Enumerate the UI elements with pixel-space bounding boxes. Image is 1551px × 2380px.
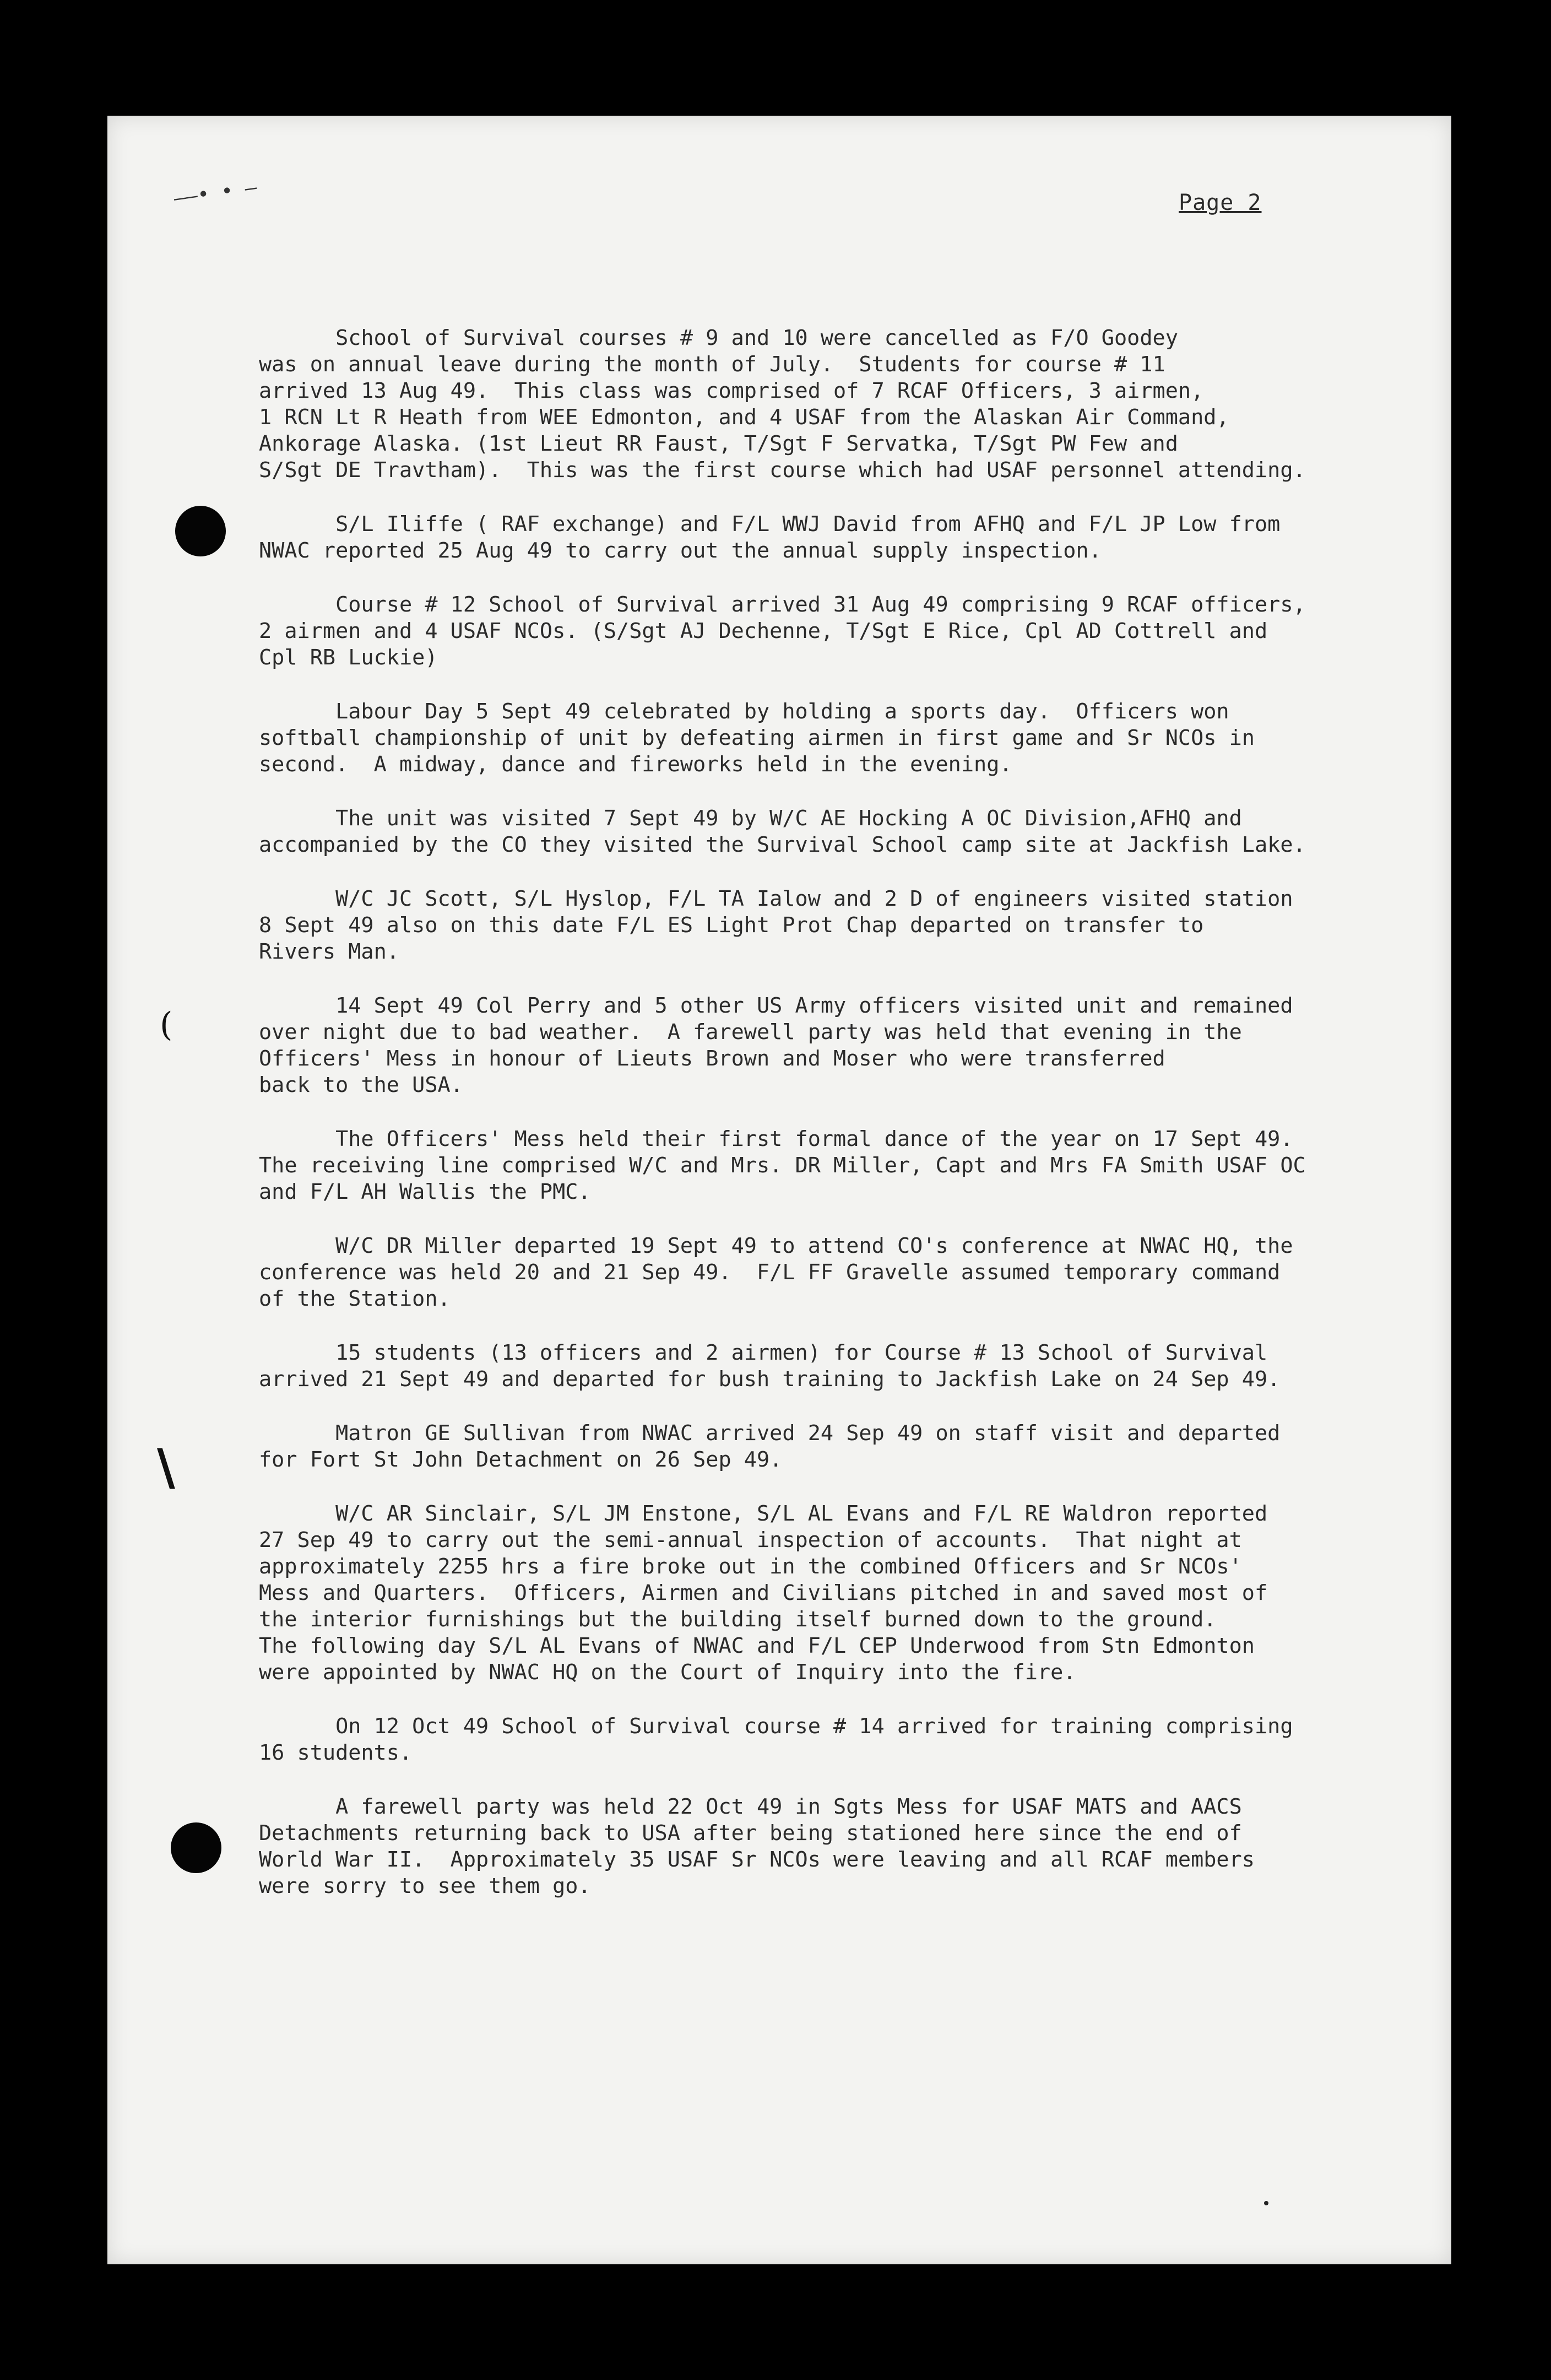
paragraph-courses-9-10-11: School of Survival courses # 9 and 10 were cancelled as F/O Goodey was on annual leave during the month of July. Students for course # 11 arrived 13 Aug 49. This class was comprised of 7 RCAF Officers, 3 airmen, 1 RCN Lt R Heath from WEE Edmonton, and 4 USAF from the Alaskan Air Command, Ankorage Alaska. (1st Lieut RR Faust, T/Sgt F Servatka, T/Sgt PW Few and S/Sgt DE Travtham). This was the first course which had USAF personnel attending. bbox=[259, 326, 1306, 483]
paragraph-fire: W/C AR Sinclair, S/L JM Enstone, S/L AL Evans and F/L RE Waldron reported 27 Sep 49 to carry out the semi-annual inspection of accounts. That night at approximately 2255 hrs a fire broke out in the combined Officers and Sr NCOs' Mess and Quarters. Officers, Airmen and Civilians pitched in and saved most of the interior furnishings but the building itself burned down to the ground. The following day S/L AL Evans of NWAC and F/L CEP Underwood from Stn Edmonton were appointed by NWAC HQ on the Court of Inquiry into the fire. bbox=[259, 1501, 1268, 1685]
paragraph-matron-visit: Matron GE Sullivan from NWAC arrived 24 Sep 49 on staff visit and departed for Fort St John Detachment on 26 Sep 49. bbox=[259, 1421, 1281, 1472]
paragraph-formal-dance: The Officers' Mess held their first formal dance of the year on 17 Sept 49. The receiving line comprised W/C and Mrs. DR Miller, Capt and Mrs FA Smith USAF OC and F/L AH Wallis the PMC. bbox=[259, 1127, 1306, 1204]
paragraph-course-13: 15 students (13 officers and 2 airmen) for Course # 13 School of Survival arrived 21 Sept 49 and departed for bush training to Jackfish Lake on 24 Sep 49. bbox=[259, 1340, 1281, 1392]
paragraph-unit-visit: The unit was visited 7 Sept 49 by W/C AE Hocking A OC Division,AFHQ and accompanied by the CO they visited the Survival School camp site at Jackfish Lake. bbox=[259, 806, 1306, 857]
paragraph-us-army-visit: 14 Sept 49 Col Perry and 5 other US Army officers visited unit and remained over night due to bad weather. A farewell party was held that evening in the Officers' Mess in honour of Lieuts Brown and Moser who were transferred back to the USA. bbox=[259, 993, 1293, 1097]
paragraph-supply-inspection: S/L Iliffe ( RAF exchange) and F/L WWJ David from AFHQ and F/L JP Low from NWAC reported 25 Aug 49 to carry out the annual supply inspection. bbox=[259, 512, 1281, 563]
ink-dot bbox=[1264, 2201, 1268, 2205]
paragraph-course-12: Course # 12 School of Survival arrived 31 Aug 49 comprising 9 RCAF officers, 2 airmen and 4 USAF NCOs. (S/Sgt AJ Dechenne, T/Sgt E Rice, Cpl AD Cottrell and Cpl RB Luckie) bbox=[259, 592, 1306, 670]
punch-hole-top bbox=[175, 506, 226, 556]
corner-mark: ——• • — bbox=[172, 176, 258, 210]
paragraph-labour-day: Labour Day 5 Sept 49 celebrated by holding a sports day. Officers won softball championship of unit by defeating airmen in first game and Sr NCOs in second. A midway, dance and fireworks held in the evening. bbox=[259, 699, 1255, 777]
margin-mark: ( bbox=[160, 1005, 173, 1044]
punch-hole-bottom bbox=[171, 1822, 221, 1873]
paragraph-co-conference: W/C DR Miller departed 19 Sept 49 to attend CO's conference at NWAC HQ, the conference was held 20 and 21 Sep 49. F/L FF Gravelle assumed temporary command of the Station. bbox=[259, 1234, 1293, 1311]
paragraph-engineers-visit: W/C JC Scott, S/L Hyslop, F/L TA Ialow and 2 D of engineers visited station 8 Sept 49 also on this date F/L ES Light Prot Chap departed on transfer to Rivers Man. bbox=[259, 886, 1293, 964]
paragraph-course-14: On 12 Oct 49 School of Survival course # 14 arrived for training comprising 16 students. bbox=[259, 1714, 1293, 1765]
document-body bbox=[259, 325, 1388, 1927]
paragraph-farewell-party: A farewell party was held 22 Oct 49 in Sgts Mess for USAF MATS and AACS Detachments returning back to USA after being stationed here since the end of World War II. Approximately 35 USAF Sr NCOs were leaving and all RCAF members were sorry to see them go. bbox=[259, 1794, 1255, 1898]
margin-mark: \ bbox=[157, 1438, 175, 1496]
page-number: Page 2 bbox=[1179, 190, 1262, 215]
